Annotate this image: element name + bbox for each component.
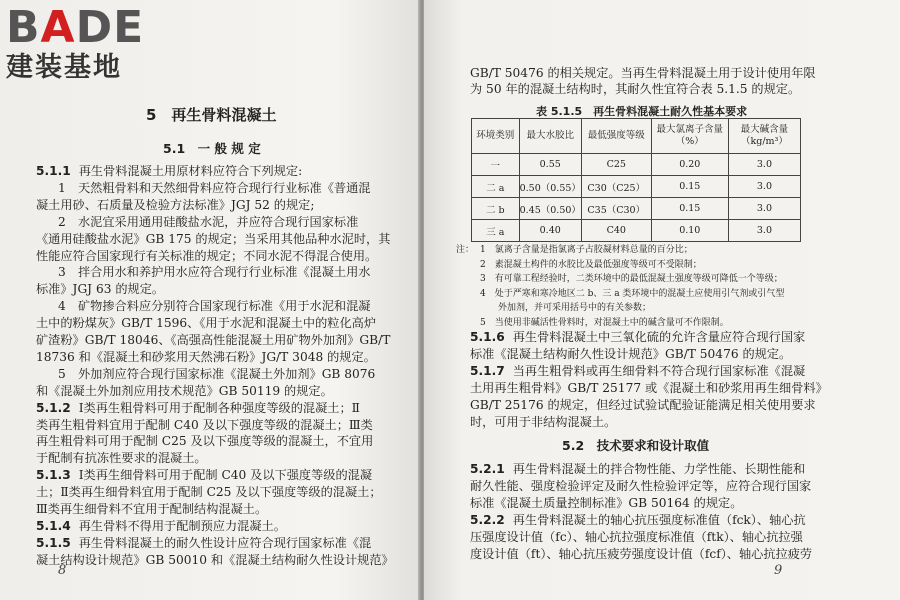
table-cell: C40 <box>581 220 651 242</box>
table-cell: 0.15 <box>651 176 728 198</box>
paragraph-line: 土；Ⅱ类再生细骨料宜用于配制 C25 及以下强度等级的混凝土； <box>36 485 382 500</box>
clause-text: 当再生粗骨料或再生细骨料不符合现行国家标准《混凝 <box>512 364 806 378</box>
table-cell: C35（C30） <box>581 198 651 220</box>
table-note: 5 当使用非碱活性骨料时，对混凝土中的碱含量可不作限制。 <box>480 318 729 328</box>
clause-number: 5.1.5 <box>36 535 71 550</box>
table-note: 4 处于严寒和寒冷地区二 b、三 a 类环境中的混凝土应使用引气剂或引气型 <box>480 288 785 299</box>
right-page <box>424 0 900 600</box>
table-cell: 三 a <box>472 220 520 242</box>
paragraph-line: GB/T 50476 的相关规定。当再生骨料混凝土用于设计使用年限 <box>470 66 816 80</box>
section-title: 5 再生骨料混凝土 <box>146 106 277 124</box>
subsection-title: 5.1 一 般 规 定 <box>163 141 261 156</box>
table-header-cell: 最低强度等级 <box>581 119 651 154</box>
paragraph-line: 4 矿物掺合料应分别符合国家现行标准《用于水泥和混凝 <box>58 299 371 314</box>
table-header-cell: 环境类别 <box>472 119 520 154</box>
paragraph-line: 3 拌合用水和养护用水应符合现行行业标准《混凝土用水 <box>58 265 371 280</box>
clause-text: 再生骨料混凝土的耐久性设计应符合现行国家标准《混 <box>78 535 372 550</box>
paragraph-line: 为 50 年的混凝土结构时，其耐久性宜符合表 5.1.5 的规定。 <box>470 82 801 96</box>
clause-line <box>36 519 286 533</box>
clause-text: 再生骨料混凝土中三氧化硫的允许含量应符合现行国家 <box>512 330 806 344</box>
paragraph-line: 标准《混凝土质量控制标准》GB 50164 的规定。 <box>470 496 743 510</box>
site-logo <box>6 2 145 84</box>
clause-text: Ⅰ类再生细骨料可用于配制 C40 及以下强度等级的混凝 <box>78 468 373 483</box>
paragraph-line: 土中的粉煤灰》GB/T 1596、《用于水泥和混凝土中的粒化高炉 <box>36 316 377 331</box>
paragraph-line: 和《混凝土外加剂应用技术规范》GB 50119 的规定。 <box>36 383 333 398</box>
table-cell: 0.50（0.55） <box>519 176 581 198</box>
table-cell: C25 <box>581 154 651 176</box>
paragraph-line: 性能应符合国家现行有关标准的规定；不同水泥不得混合使用。 <box>36 248 378 263</box>
paragraph-line: 度设计值（ft）、轴心抗压疲劳强度设计值（fcf）、轴心抗拉疲劳 <box>470 547 813 561</box>
table-cell: 二 a <box>472 176 520 198</box>
table-note: 2 素混凝土构件的水胶比及最低强度等级可不受限制； <box>480 259 702 270</box>
paragraph-line: 2 水泥宜采用通用硅酸盐水泥，并应符合现行国家标准 <box>58 214 359 229</box>
clause-text: 再生骨料不得用于配制预应力混凝土。 <box>78 518 286 533</box>
clause-number: 5.1.6 <box>470 330 505 344</box>
clause-line <box>36 401 360 415</box>
paragraph-line: 时，可用于非结构混凝土。 <box>470 415 617 429</box>
clause-line <box>470 462 805 476</box>
table-cell: 二 b <box>472 198 520 220</box>
paragraph-line: 1 天然粗骨料和天然细骨料应符合现行行业标准《普通混 <box>58 180 371 195</box>
table-header-cell: 最大氯离子含量（%） <box>651 119 728 154</box>
table-header-cell: 最大碱含量（kg/m³） <box>728 119 800 154</box>
table-row <box>472 198 801 220</box>
durability-table <box>471 118 801 242</box>
clause-number: 5.1.2 <box>36 400 71 415</box>
paragraph-line: 标准《混凝土结构耐久性设计规范》GB/T 50476 的规定。 <box>470 347 792 361</box>
paragraph-line: GB/T 25176 的规定，但经过试验试配验证能满足相关使用要求 <box>470 398 816 412</box>
table-cell: 0.10 <box>651 220 728 242</box>
left-page <box>0 0 420 600</box>
table-header-cell: 最大水胶比 <box>519 119 581 154</box>
paragraph-line: 5 外加剂应符合现行国家标准《混凝土外加剂》GB 8076 <box>58 366 376 381</box>
clause-line <box>470 330 805 344</box>
table-cell: 0.15 <box>651 198 728 220</box>
clause-line <box>470 513 806 527</box>
page-number: 8 <box>58 563 67 578</box>
paragraph-line: 凝土结构设计规范》GB 50010 和《混凝土结构耐久性设计规范》 <box>36 552 394 567</box>
paragraph-line: 于配制有抗冻性要求的混凝土。 <box>36 451 207 466</box>
notes-label: 注： <box>456 245 475 255</box>
table-row <box>472 154 801 176</box>
table-row <box>472 220 801 242</box>
logo-subtitle: 建装基地 <box>6 52 122 83</box>
logo-brand: BADE <box>6 2 145 53</box>
paragraph-line: 耐久性能、强度检验评定及耐久性检验评定等，应符合现行国家 <box>470 479 812 493</box>
clause-number: 5.1.1 <box>36 164 71 178</box>
table-cell: 0.45（0.50） <box>519 198 581 220</box>
paragraph-line: 标准》JGJ 63 的规定。 <box>36 282 165 297</box>
clause-text: 再生骨料混凝土用原材料应符合下列规定: <box>78 164 303 178</box>
table-cell: 0.20 <box>651 154 728 176</box>
paragraph-line: 压强度设计值（fc）、轴心抗拉强度标准值（ftk）、轴心抗拉强 <box>470 530 803 544</box>
paragraph-line: 类再生粗骨料宜用于配制 C40 及以下强度等级的混凝土；Ⅲ类 <box>36 417 373 432</box>
table-note: 1 氯离子含量是指氯离子占胶凝材料总量的百分比； <box>480 245 693 255</box>
table-cell: 3.0 <box>728 220 800 242</box>
table-cell: 3.0 <box>728 198 800 220</box>
table-cell: 3.0 <box>728 154 800 176</box>
paragraph-line: 再生粗骨料可用于配制 C25 及以下强度等级的混凝土，不宜用 <box>36 434 374 449</box>
clause-line <box>470 364 805 378</box>
table-header-row <box>472 119 801 154</box>
table-cell: 0.55 <box>519 154 581 176</box>
subsection-title: 5.2 技术要求和设计取值 <box>562 438 710 453</box>
paragraph-line: 凝土用砂、石质量及检验方法标准》JGJ 52 的规定; <box>36 197 315 212</box>
clause-number: 5.1.3 <box>36 468 71 483</box>
table-caption: 表 5.1.5 再生骨料混凝土耐久性基本要求 <box>536 105 748 118</box>
clause-text: 再生骨料混凝土的拌合物性能、力学性能、长期性能和 <box>512 462 806 476</box>
table-cell: 一 <box>472 154 520 176</box>
paragraph-line: 矿渣粉》GB/T 18046、《高强高性能混凝土用矿物外加剂》GB/T <box>36 333 391 347</box>
paragraph-line: 《通用硅酸盐水泥》GB 175 的规定；当采用其他品种水泥时，其 <box>36 231 391 246</box>
table-row <box>472 176 801 198</box>
clause-text: Ⅰ类再生粗骨料可用于配制各种强度等级的混凝土；Ⅱ <box>78 400 360 415</box>
clause-number: 5.1.4 <box>36 518 71 533</box>
clause-text: 再生骨料混凝土的轴心抗压强度标准值（fck）、轴心抗 <box>512 513 806 527</box>
paragraph-line: 18736 和《混凝土和砂浆用天然沸石粉》JG/T 3048 的规定。 <box>36 349 376 364</box>
clause-number: 5.1.7 <box>470 364 505 378</box>
paragraph-line: 土用再生粗骨料》GB/T 25177 或《混凝土和砂浆用再生细骨料》 <box>470 381 828 395</box>
table-cell: 0.40 <box>519 220 581 242</box>
table-cell: 3.0 <box>728 176 800 198</box>
table-cell: C30（C25） <box>581 176 651 198</box>
page-number: 9 <box>774 563 783 578</box>
table-note: 3 有可靠工程经验时，二类环境中的最低混凝土强度等级可降低一个等级； <box>480 274 783 285</box>
clause-number: 5.2.2 <box>470 513 505 527</box>
clause-number: 5.2.1 <box>470 462 505 476</box>
clause-line <box>36 536 371 550</box>
clause-line <box>36 164 302 178</box>
clause-line <box>36 468 372 482</box>
paragraph-line: Ⅲ类再生细骨料不宜用于配制结构混凝土。 <box>36 502 268 516</box>
table-note: 外加剂，并可采用括号中的有关参数； <box>480 303 652 314</box>
